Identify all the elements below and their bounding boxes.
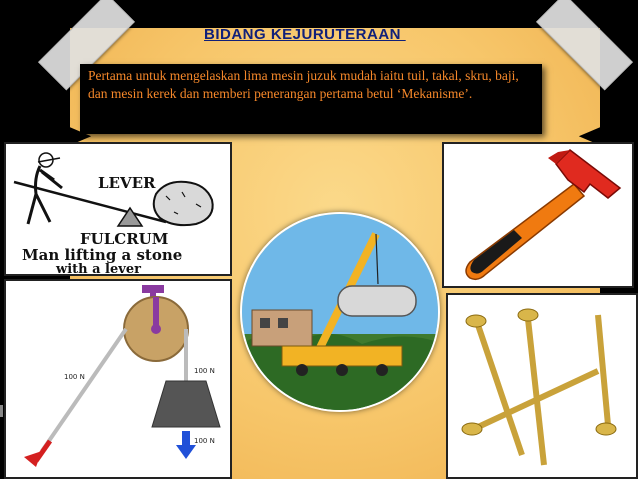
lever-caption-line2: with a lever bbox=[56, 262, 141, 276]
pulley-image bbox=[4, 279, 232, 479]
left-edge-marker bbox=[0, 405, 3, 417]
axe-drawing bbox=[444, 144, 632, 286]
pull-force-label: 100 N bbox=[64, 373, 85, 381]
lever-label: LEVER bbox=[98, 174, 156, 192]
crane-image bbox=[240, 212, 440, 412]
lever-image bbox=[4, 142, 232, 276]
load-force-label: 100 N bbox=[194, 437, 215, 445]
axe-image bbox=[442, 142, 634, 288]
rope-force-label: 100 N bbox=[194, 367, 215, 375]
fulcrum-label: FULCRUM bbox=[80, 230, 169, 248]
screw-drawing bbox=[448, 295, 636, 477]
lever-caption-line1: Man lifting a stone bbox=[22, 246, 183, 264]
slide-title: BIDANG KEJURUTERAAN bbox=[204, 26, 406, 43]
pulley-drawing bbox=[6, 281, 230, 477]
description-box bbox=[80, 64, 542, 134]
screw-image bbox=[446, 293, 638, 479]
description-text: Pertama untuk mengelaskan lima mesin juzuk mudah iaitu tuil, takal, skru, baji, dan mesin kerek dan memberi penerangan pertama betul ‘Mekanisme’. bbox=[88, 68, 519, 101]
crane-drawing bbox=[242, 214, 438, 410]
